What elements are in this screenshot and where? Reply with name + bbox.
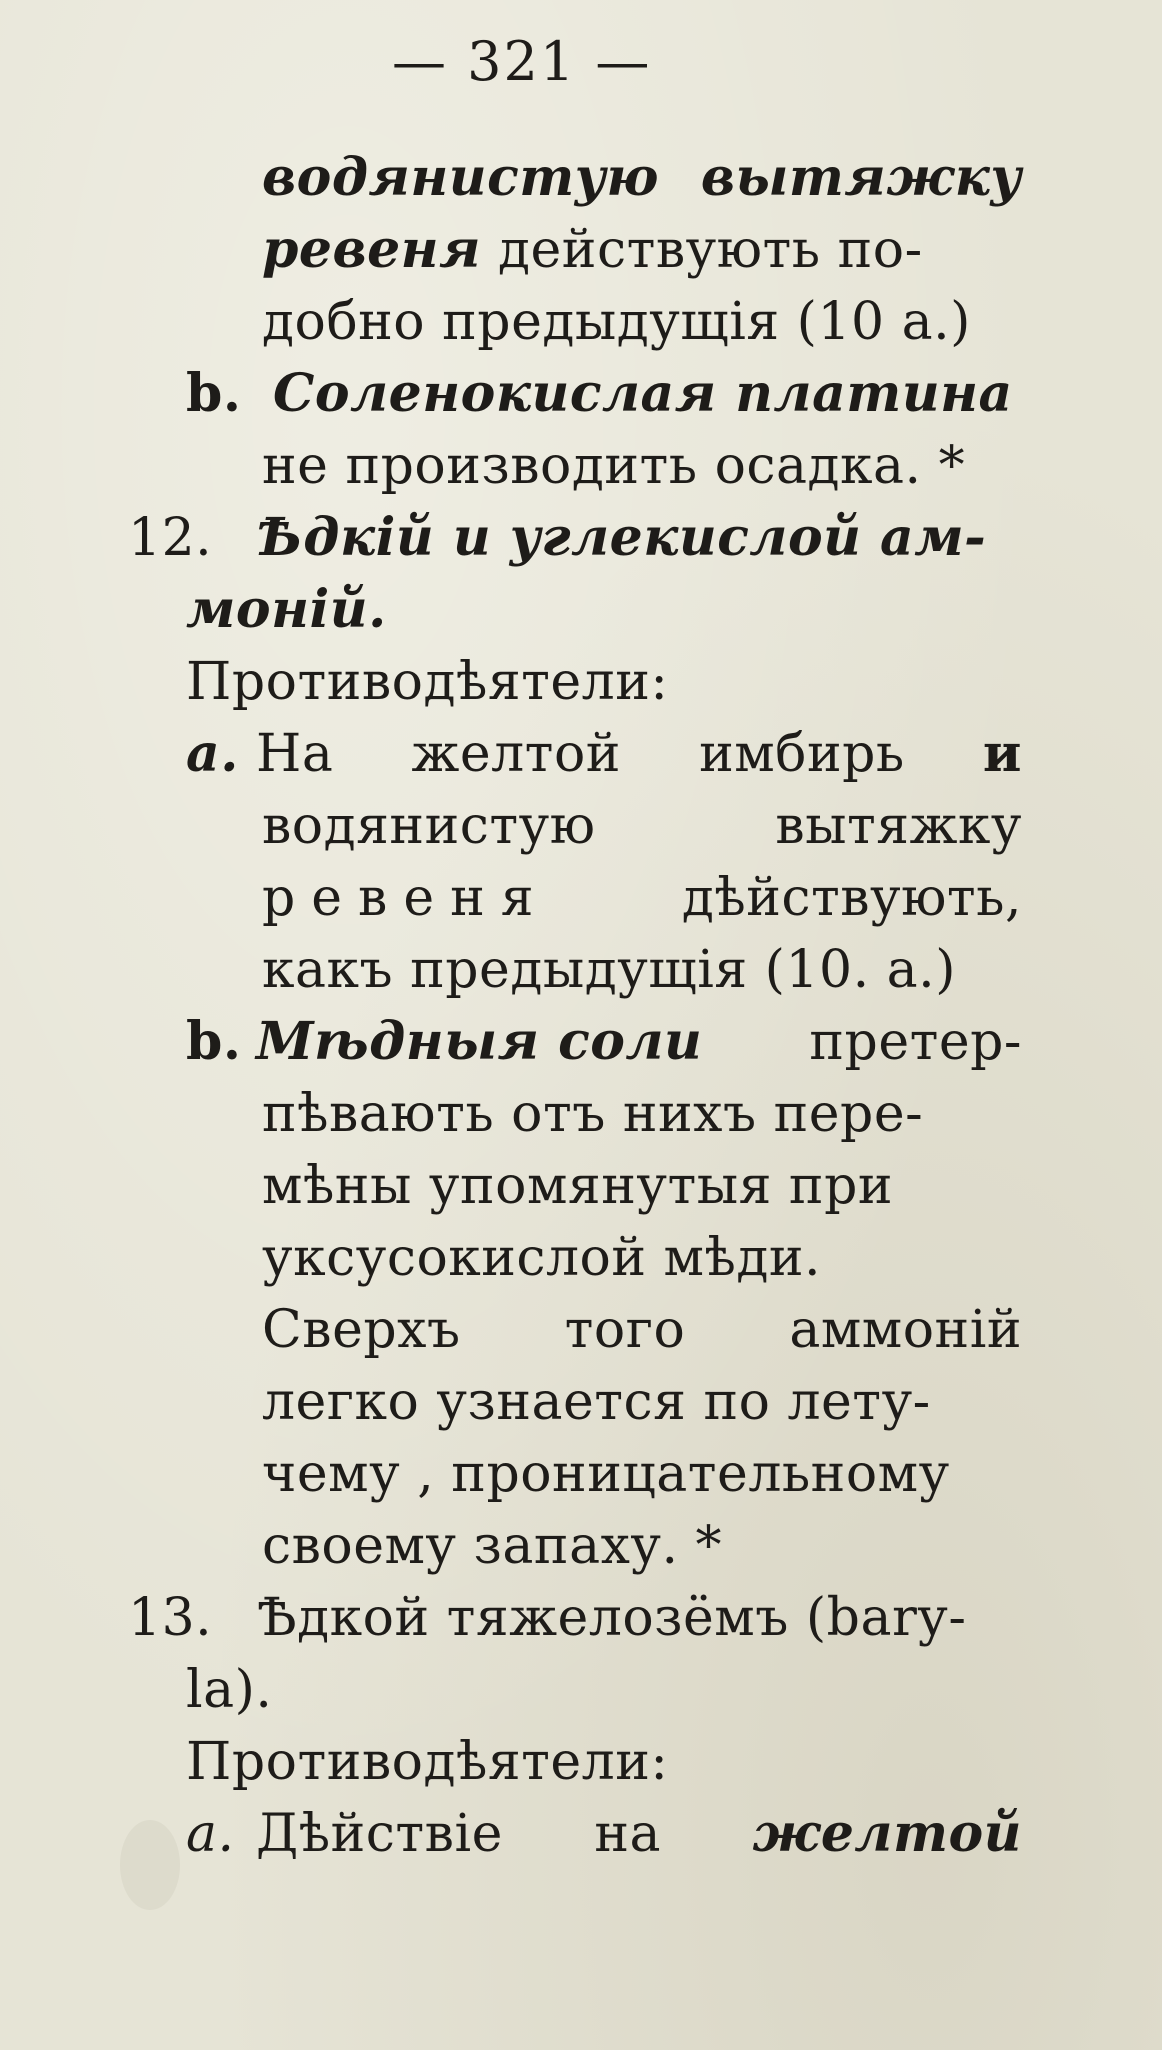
text-segment: Ѣдкой тяжелозёмъ (barу- <box>257 1588 967 1648</box>
text-word: На <box>256 724 334 784</box>
text-segment: пѣвають отъ нихъ пере- <box>262 1084 924 1144</box>
text-segment: Противодѣятели: <box>186 1732 669 1792</box>
text-word: желтой <box>411 724 621 784</box>
text-word: вытяжку <box>775 796 1022 856</box>
text-line <box>262 1442 950 1506</box>
text-segment: легко узнаетcя по лету- <box>262 1372 931 1432</box>
item-number: 13. <box>128 1588 213 1648</box>
text-line <box>186 578 387 642</box>
item-number: 12. <box>128 508 213 568</box>
text-line <box>186 362 1013 426</box>
text-line <box>262 938 956 1002</box>
paper-stain <box>120 1820 180 1910</box>
text-word: Дѣйствіе <box>256 1804 503 1864</box>
text-segment: своему запаху. * <box>262 1516 723 1576</box>
text-segment: не производить осадка. * <box>262 436 966 496</box>
item-marker: a. <box>186 1804 235 1864</box>
text-segment: добно предыдущія (10 a.) <box>262 292 971 352</box>
text-line <box>186 1010 1022 1074</box>
text-line <box>262 794 1022 858</box>
text-line <box>186 650 668 714</box>
text-line <box>128 506 986 570</box>
text-line <box>262 290 971 354</box>
text-word: ревеня <box>262 868 550 928</box>
text-word: и <box>982 723 1022 784</box>
text-line <box>262 1514 722 1578</box>
text-word: Мѣдныя соли <box>256 1011 703 1072</box>
text-line <box>262 1226 821 1290</box>
text-word: желтой <box>752 1803 1022 1864</box>
text-segment: Соленокислая платина <box>273 363 1013 424</box>
text-line <box>186 1658 272 1722</box>
text-word: претер- <box>809 1012 1022 1072</box>
item-marker: b. <box>186 363 242 424</box>
text-line <box>262 1298 1022 1362</box>
text-segment: моній. <box>186 579 387 640</box>
text-segment: la). <box>186 1660 273 1720</box>
text-word: имбирь <box>699 724 905 784</box>
text-line <box>262 146 1022 210</box>
text-line <box>262 1154 893 1218</box>
item-marker: b. <box>186 1011 242 1072</box>
text-segment: мѣны упомянутыя при <box>262 1156 894 1216</box>
text-word: дѣйствують, <box>681 868 1022 928</box>
text-line <box>262 434 965 498</box>
text-line <box>186 1802 1022 1866</box>
item-marker: a. <box>186 723 239 784</box>
text-line <box>262 866 1022 930</box>
text-word: вытяжку <box>700 147 1022 208</box>
text-line <box>128 1586 966 1650</box>
page-number-header: — 321 — <box>392 30 652 93</box>
text-segment: какъ предыдущія (10. a.) <box>262 940 956 1000</box>
text-word: действують по- <box>498 220 923 280</box>
text-word: водянистую <box>262 147 659 208</box>
text-segment: чему , проницательному <box>262 1444 950 1504</box>
text-segment: уксусокислой мѣди. <box>262 1228 822 1288</box>
text-line <box>262 1370 931 1434</box>
text-word: того <box>564 1300 686 1360</box>
text-segment: Ѣдкій и углекислой ам- <box>257 507 987 568</box>
text-line <box>186 722 1022 786</box>
text-word: Сверхъ <box>262 1300 461 1360</box>
text-word: на <box>594 1804 661 1864</box>
text-line <box>262 218 1022 282</box>
text-line <box>262 1082 923 1146</box>
text-word: водянистую <box>262 796 596 856</box>
text-line <box>186 1730 668 1794</box>
text-word: ревеня <box>262 219 481 280</box>
text-word: аммоній <box>789 1300 1022 1360</box>
text-segment: Противодѣятели: <box>186 652 669 712</box>
